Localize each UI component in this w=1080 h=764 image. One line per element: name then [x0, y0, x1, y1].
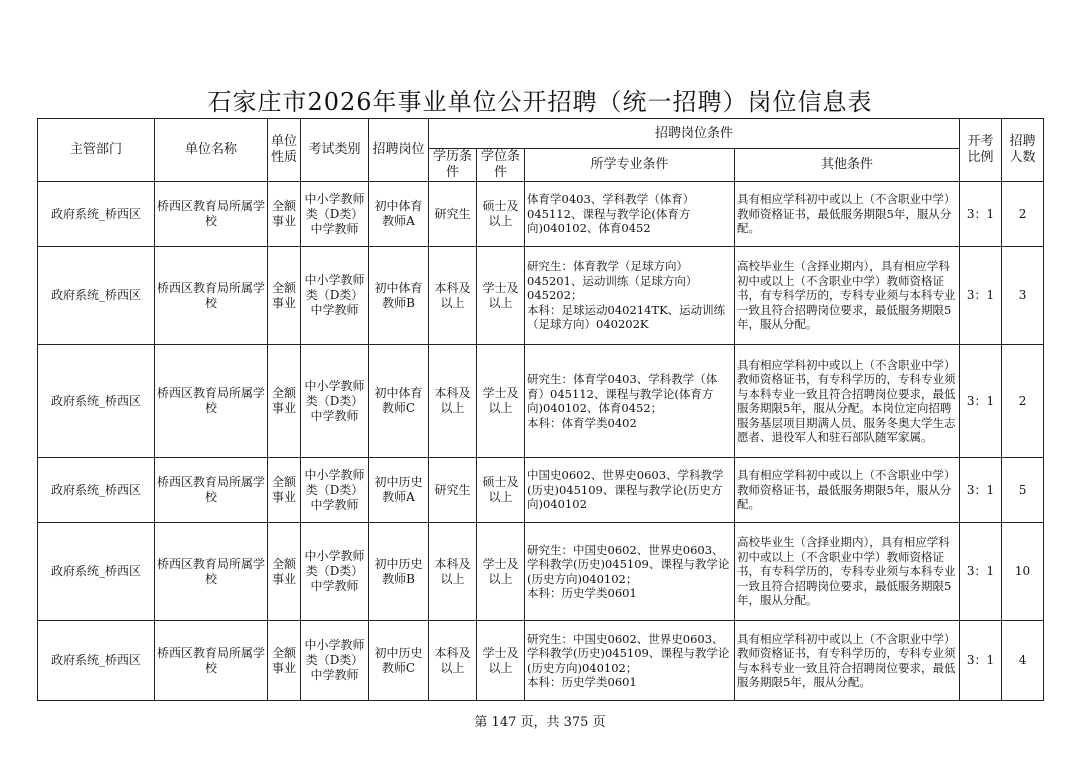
table-row — [38, 345, 1044, 458]
cell-major: 研究生：中国史0602、世界史0603、学科教学(历史)045109、课程与教学论(历史方向)040102； 本科：历史学类0601 — [525, 523, 735, 621]
cell-exam: 中小学教师类（D类）中学教师 — [301, 621, 369, 701]
cell-other: 具有相应学科初中或以上（不含职业中学）教师资格证书，有专科学历的，专科专业须与本科专业一致且符合招聘岗位要求，最低服务期限5年，服从分配。 — [735, 621, 960, 701]
cell-dept: 政府系统_桥西区 — [38, 182, 155, 247]
cell-ratio: 3：1 — [960, 523, 1002, 621]
header-ratio: 开考比例 — [960, 119, 1002, 182]
cell-ratio: 3：1 — [960, 621, 1002, 701]
page-footer: 第 147 页，共 375 页 — [474, 715, 606, 730]
cell-count: 3 — [1002, 247, 1044, 345]
cell-unit: 桥西区教育局所属学校 — [155, 247, 268, 345]
header-other: 其他条件 — [735, 149, 960, 182]
cell-post: 初中体育教师A — [369, 182, 429, 247]
cell-major: 研究生：体育教学（足球方向）045201、运动训练（足球方向）045202； 本科：足球运动040214TK、运动训练（足球方向）040202K — [525, 247, 735, 345]
cell-edu: 本科及以上 — [429, 247, 477, 345]
header-count: 招聘人数 — [1002, 119, 1044, 182]
cell-dept: 政府系统_桥西区 — [38, 247, 155, 345]
table-row — [38, 523, 1044, 621]
cell-degree: 学士及以上 — [477, 621, 525, 701]
cell-degree: 硕士及以上 — [477, 458, 525, 523]
cell-unit: 桥西区教育局所属学校 — [155, 458, 268, 523]
cell-nature: 全额事业 — [268, 621, 301, 701]
cell-ratio: 3：1 — [960, 182, 1002, 247]
cell-other: 具有相应学科初中或以上（不含职业中学）教师资格证书，最低服务期限5年，服从分配。 — [735, 458, 960, 523]
cell-edu: 研究生 — [429, 182, 477, 247]
cell-edu: 本科及以上 — [429, 523, 477, 621]
cell-count: 4 — [1002, 621, 1044, 701]
cell-other: 具有相应学科初中或以上（不含职业中学）教师资格证书，最低服务期限5年，服从分配。 — [735, 182, 960, 247]
table-row — [38, 621, 1044, 701]
cell-post: 初中体育教师C — [369, 345, 429, 458]
header-exam: 考试类别 — [301, 119, 369, 182]
header-unit: 单位名称 — [155, 119, 268, 182]
document-title: 石家庄市2026年事业单位公开招聘（统一招聘）岗位信息表 — [207, 88, 873, 116]
cell-major: 研究生：中国史0602、世界史0603、学科教学(历史)045109、课程与教学论(历史方向)040102； 本科：历史学类0601 — [525, 621, 735, 701]
cell-count: 5 — [1002, 458, 1044, 523]
header-major: 所学专业条件 — [525, 149, 735, 182]
cell-unit: 桥西区教育局所属学校 — [155, 182, 268, 247]
header-edu: 学历条件 — [429, 149, 477, 182]
cell-dept: 政府系统_桥西区 — [38, 621, 155, 701]
cell-dept: 政府系统_桥西区 — [38, 523, 155, 621]
cell-count: 2 — [1002, 182, 1044, 247]
cell-other: 高校毕业生（含择业期内），具有相应学科初中或以上（不含职业中学）教师资格证书，有专科学历的，专科专业须与本科专业一致且符合招聘岗位要求，最低服务期限5年，服从分配。 — [735, 247, 960, 345]
table-row — [38, 247, 1044, 345]
header-degree: 学位条件 — [477, 149, 525, 182]
header-post: 招聘岗位 — [369, 119, 429, 182]
cell-unit: 桥西区教育局所属学校 — [155, 523, 268, 621]
cell-exam: 中小学教师类（D类）中学教师 — [301, 345, 369, 458]
cell-nature: 全额事业 — [268, 182, 301, 247]
cell-edu: 研究生 — [429, 458, 477, 523]
cell-post: 初中历史教师C — [369, 621, 429, 701]
cell-nature: 全额事业 — [268, 458, 301, 523]
recruitment-table — [37, 118, 1044, 701]
cell-exam: 中小学教师类（D类）中学教师 — [301, 458, 369, 523]
cell-degree: 学士及以上 — [477, 523, 525, 621]
cell-unit: 桥西区教育局所属学校 — [155, 345, 268, 458]
cell-other: 具有相应学科初中或以上（不含职业中学）教师资格证书，有专科学历的，专科专业须与本科专业一致且符合招聘岗位要求，最低服务期限5年，服从分配。本岗位定向招聘服务基层项目期满人员、服务冬奥大学生志愿者、退役军人和驻石部队随军家属。 — [735, 345, 960, 458]
cell-count: 10 — [1002, 523, 1044, 621]
cell-dept: 政府系统_桥西区 — [38, 345, 155, 458]
cell-exam: 中小学教师类（D类）中学教师 — [301, 182, 369, 247]
header-dept: 主管部门 — [38, 119, 155, 182]
cell-count: 2 — [1002, 345, 1044, 458]
cell-edu: 本科及以上 — [429, 345, 477, 458]
header-conditions: 招聘岗位条件 — [429, 119, 960, 149]
cell-degree: 硕士及以上 — [477, 182, 525, 247]
header-nature: 单位性质 — [268, 119, 301, 182]
cell-major: 研究生：体育学0403、学科教学（体育）045112、课程与教学论(体育方向)040102、体育0452； 本科：体育学类0402 — [525, 345, 735, 458]
cell-nature: 全额事业 — [268, 523, 301, 621]
cell-degree: 学士及以上 — [477, 247, 525, 345]
cell-ratio: 3：1 — [960, 345, 1002, 458]
cell-dept: 政府系统_桥西区 — [38, 458, 155, 523]
cell-unit: 桥西区教育局所属学校 — [155, 621, 268, 701]
cell-post: 初中体育教师B — [369, 247, 429, 345]
cell-ratio: 3：1 — [960, 458, 1002, 523]
cell-other: 高校毕业生（含择业期内），具有相应学科初中或以上（不含职业中学）教师资格证书，有专科学历的，专科专业须与本科专业一致且符合招聘岗位要求，最低服务期限5年，服从分配。 — [735, 523, 960, 621]
cell-ratio: 3：1 — [960, 247, 1002, 345]
cell-degree: 学士及以上 — [477, 345, 525, 458]
table-row — [38, 458, 1044, 523]
cell-nature: 全额事业 — [268, 247, 301, 345]
cell-exam: 中小学教师类（D类）中学教师 — [301, 247, 369, 345]
cell-post: 初中历史教师B — [369, 523, 429, 621]
cell-edu: 本科及以上 — [429, 621, 477, 701]
cell-exam: 中小学教师类（D类）中学教师 — [301, 523, 369, 621]
cell-major: 中国史0602、世界史0603、学科教学(历史)045109、课程与教学论(历史方向)040102 — [525, 458, 735, 523]
cell-major: 体育学0403、学科教学（体育）045112、课程与教学论(体育方向)040102、体育0452 — [525, 182, 735, 247]
table-row — [38, 182, 1044, 247]
cell-post: 初中历史教师A — [369, 458, 429, 523]
cell-nature: 全额事业 — [268, 345, 301, 458]
